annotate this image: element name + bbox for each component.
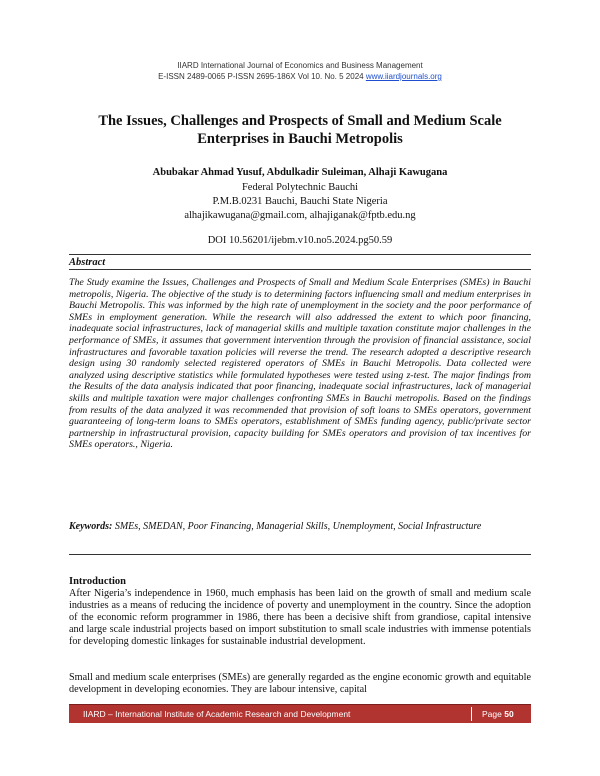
footer-organization: IIARD – International Institute of Academic Research and Development — [83, 709, 351, 719]
institution: Federal Polytechnic Bauchi — [241, 182, 359, 193]
abstract-text: The Study examine the Issues, Challenges and Prospects of Small and Medium Scale Enterprises (SMEs) in Bauchi metropolis, Nigeria. The objective of the study is to determining factors influencing small and medium enterprises in Bauchi Metropolis. This was informed by the high rate of unemployment in the society and the poor performance of SMEs in employment generation. While the research will also addressed the extent to which poor financing, inadequate social infrastructures, lack of managerial skills and multiple taxation constitute major challenges in the performance of SMEs, it assumes that government intervention through the provision of financial assistance, social infrastructures and favorable taxation policies will reverse the trend. The research adopted a descriptive research design using 30 randomly selected registered operators of SMEs in Bauchi Metropolis. Data collected were analyzed using descriptive statistics while formulated hypotheses were tested using z-test. The major findings from the Results of the data analysis indicated that poor financing, inadequate social infrastructures, lack of managerial skills and multiple taxation were major challenges confronting SMEs in Bauchi metropolis. Based on the findings from results of the data analyzed it was recommended that provision of soft loans to SMEs operators, government guaranteeing of long-term loans to SMEs operators, establishment of SMEs funding agency, public/private sector partnership in infrastructural provision, capacity building for SMEs operators and provision of tax incentives for SMEs operators., Nigeria. — [69, 277, 531, 451]
emails: alhajikawugana@gmail.com, alhajiganak@fptb.edu.ng — [184, 210, 416, 221]
page-footer — [69, 704, 531, 723]
footer-page-label: Page — [482, 709, 502, 719]
keywords — [69, 521, 531, 533]
keywords-bottom-rule — [69, 554, 531, 555]
issn-text: E-ISSN 2489-0065 P-ISSN 2695-186X Vol 10. No. 5 2024 — [158, 72, 364, 81]
address: P.M.B.0231 Bauchi, Bauchi State Nigeria — [212, 196, 388, 207]
abstract-heading-rule — [69, 269, 531, 270]
abstract-heading: Abstract — [69, 257, 106, 268]
title-line-1: The Issues, Challenges and Prospects of Small and Medium Scale — [98, 113, 502, 129]
introduction-paragraph-1: After Nigeria’s independence in 1960, much emphasis has been laid on the growth of small and medium scale industries as a means of reducing the incidence of poverty and unemployment in the country. Since the adoption of the economic reform programmer in 1986, there has been a decisive shift from grandiose, capital intensive and large scale industrial projects based on import substitution to small scale industries with immense potentials for developing domestic linkages for sustainable industrial development. — [69, 588, 531, 647]
doi: DOI 10.56201/ijebm.v10.no5.2024.pg50.59 — [207, 235, 393, 246]
abstract-top-rule — [69, 254, 531, 255]
introduction-heading: Introduction — [69, 576, 126, 587]
authors: Abubakar Ahmad Yusuf, Abdulkadir Suleiman, Alhaji Kawugana — [152, 167, 448, 178]
paper-title — [70, 112, 530, 148]
title-line-2: Enterprises in Bauchi Metropolis — [197, 131, 403, 147]
keywords-text: SMEs, SMEDAN, Poor Financing, Managerial Skills, Unemployment, Social Infrastructure — [114, 521, 482, 532]
issn-line — [0, 72, 600, 81]
keywords-label: Keywords: — [69, 521, 113, 532]
introduction-paragraph-2: Small and medium scale enterprises (SMEs) are generally regarded as the engine economic growth and equitable development in developing economies. They are labour intensive, capital — [69, 672, 531, 695]
journal-website-link[interactable]: www.iiardjournals.org — [365, 72, 442, 81]
footer-page-number: 50 — [504, 709, 514, 719]
journal-header: IIARD International Journal of Economics and Business Management — [177, 61, 423, 70]
footer-divider — [471, 707, 472, 721]
footer-page — [482, 709, 514, 719]
